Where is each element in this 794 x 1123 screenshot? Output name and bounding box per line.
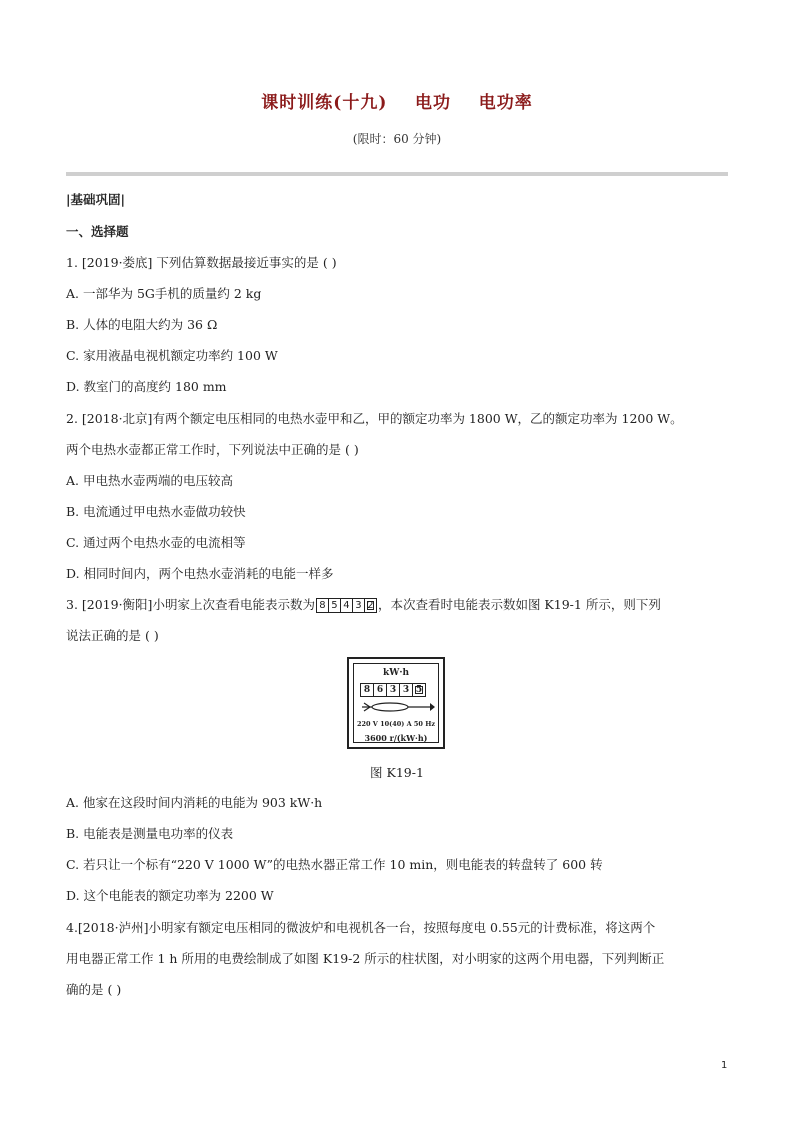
prev-digit: 3 bbox=[353, 599, 365, 612]
q3-option-a: A. 他家在这段时间内消耗的电能为 903 kW·h bbox=[66, 795, 323, 810]
prev-digit: 4 bbox=[341, 599, 353, 612]
q2-option-d: D. 相同时间内，两个电热水壶消耗的电能一样多 bbox=[66, 566, 334, 581]
q1-option-b: B. 人体的电阻大约为 36 Ω bbox=[66, 317, 218, 332]
prev-digit: 8 bbox=[317, 599, 329, 612]
q2-option-c: C. 通过两个电热水壶的电流相等 bbox=[66, 535, 246, 550]
prev-digit: 5 bbox=[329, 599, 341, 612]
section-heading: |基础巩固| bbox=[66, 192, 126, 207]
meter-digit: 3 bbox=[400, 684, 413, 696]
meter-digit: 6 bbox=[374, 684, 387, 696]
meter-reading bbox=[360, 683, 426, 697]
meter-disk-icon bbox=[360, 700, 436, 714]
electric-meter-figure bbox=[347, 657, 445, 749]
page-title: 课时训练(十九) 电功 电功率 bbox=[261, 93, 533, 113]
q3-option-d: D. 这个电能表的额定功率为 2200 W bbox=[66, 888, 274, 903]
q1-option-c: C. 家用液晶电视机额定功率约 100 W bbox=[66, 348, 278, 363]
q3-stem-line1 bbox=[66, 597, 661, 613]
meter-digit-decimal: 5 bbox=[413, 684, 425, 696]
q3-stem-pre: 3. [2019·衡阳]小明家上次查看电能表示数为 bbox=[66, 597, 315, 612]
figure-caption: 图 K19-1 bbox=[370, 765, 424, 780]
meter-revolutions: 3600 r/(kW·h) bbox=[364, 733, 428, 743]
q3-stem-post: ，本次查看时电能表示数如图 K19-1 所示，则下列 bbox=[377, 597, 661, 612]
time-limit: (限时：60 分钟) bbox=[352, 132, 442, 146]
meter-spec: 220 V 10(40) A 50 Hz bbox=[356, 720, 436, 728]
meter-digit: 3 bbox=[387, 684, 400, 696]
q4-stem-line1: 4.[2018·泸州]小明家有额定电压相同的微波炉和电视机各一台，按照每度电 0.55元的计费标准，将这两个 bbox=[66, 920, 656, 935]
q3-option-b: B. 电能表是测量电功率的仪表 bbox=[66, 826, 234, 841]
q2-stem-line2: 两个电热水壶都正常工作时，下列说法中正确的是 ( ) bbox=[66, 442, 359, 457]
part-heading: 一、选择题 bbox=[66, 224, 129, 239]
q1-stem: 1. [2019·娄底] 下列估算数据最接近事实的是 ( ) bbox=[66, 255, 337, 270]
prev-digit-decimal: 2 bbox=[365, 599, 376, 612]
previous-meter-reading bbox=[316, 598, 377, 613]
q3-option-c: C. 若只让一个标有“220 V 1000 W”的电热水器正常工作 10 min，则电能表的转盘转了 600 转 bbox=[66, 857, 603, 872]
q2-stem-line1: 2. [2018·北京]有两个额定电压相同的电热水壶甲和乙，甲的额定功率为 1800 W，乙的额定功率为 1200 W。 bbox=[66, 411, 683, 426]
meter-panel bbox=[353, 663, 439, 743]
q2-option-b: B. 电流通过甲电热水壶做功较快 bbox=[66, 504, 246, 519]
q2-option-a: A. 甲电热水壶两端的电压较高 bbox=[66, 473, 233, 488]
q3-stem-line2: 说法正确的是 ( ) bbox=[66, 628, 159, 643]
q1-option-d: D. 教室门的高度约 180 mm bbox=[66, 379, 227, 394]
meter-unit: kW·h bbox=[382, 668, 410, 678]
q1-option-a: A. 一部华为 5G手机的质量约 2 kg bbox=[66, 286, 262, 301]
page-number: 1 bbox=[721, 1060, 728, 1071]
header-divider bbox=[66, 172, 728, 176]
meter-digit: 8 bbox=[361, 684, 374, 696]
q4-stem-line2: 用电器正常工作 1 h 所用的电费绘制成了如图 K19-2 所示的柱状图，对小明家的这两个用电器，下列判断正 bbox=[66, 951, 665, 966]
q4-stem-line3: 确的是 ( ) bbox=[66, 982, 122, 997]
